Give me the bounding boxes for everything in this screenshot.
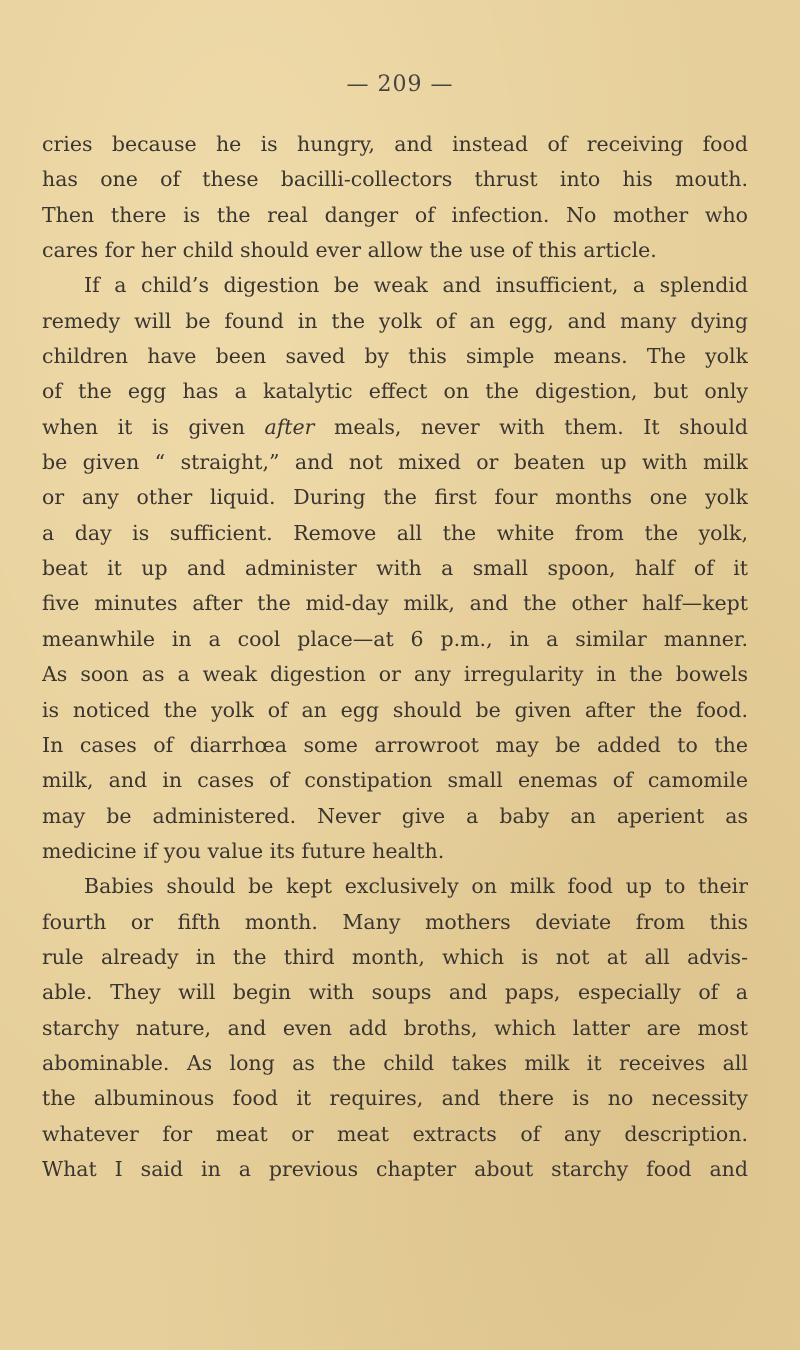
text-line: medicine if you value its future health. <box>42 838 445 863</box>
text-line: cries because he is hungry, and instead of receiving food <box>42 132 748 156</box>
text-line: or any other liquid. During the first four months one yolk <box>42 485 748 510</box>
text-line: remedy will be found in the yolk of an egg, and many dying <box>42 308 748 333</box>
text-line: What I said in a previous chapter about starchy food and <box>42 1156 748 1181</box>
text-line: be given “ straight,” and not mixed or beaten up with milk <box>42 450 748 475</box>
page-number: — 209 — <box>346 72 454 97</box>
text-line: starchy nature, and even add broths, which latter are most <box>42 1015 748 1040</box>
text-fragment: when it is given <box>42 414 265 439</box>
paragraph-start-line: Babies should be kept exclusively on milk food up to their <box>84 874 748 899</box>
text-line-with-emphasis <box>42 410 748 445</box>
text-line: able. They will begin with soups and paps, especially of a <box>42 980 748 1005</box>
text-line: a day is sufficient. Remove all the white from the yolk, <box>42 520 748 545</box>
text-line: whatever for meat or meat extracts of any description. <box>42 1121 748 1146</box>
text-line: rule already in the third month, which is not at all advis- <box>42 944 748 969</box>
text-line: children have been saved by this simple means. The yolk <box>42 344 748 369</box>
text-line: fourth or fifth month. Many mothers deviate from this <box>42 909 748 934</box>
text-line: milk, and in cases of constipation small enemas of camomile <box>42 768 748 793</box>
body-text <box>42 127 748 1187</box>
text-line: In cases of diarrhœa some arrowroot may be added to the <box>42 732 748 757</box>
text-line: is noticed the yolk of an egg should be given after the food. <box>42 697 748 722</box>
text-line: has one of these bacilli-collectors thrust into his mouth. <box>42 167 748 192</box>
text-line: As soon as a weak digestion or any irregularity in the bowels <box>42 662 748 687</box>
text-fragment: meals, never with them. It should <box>314 414 748 439</box>
text-line: abominable. As long as the child takes milk it receives all <box>42 1050 748 1075</box>
emphasized-word: after <box>264 414 315 439</box>
text-line: five minutes after the mid-day milk, and the other half—kept <box>42 591 748 616</box>
text-line: may be administered. Never give a baby an aperient as <box>42 803 748 828</box>
text-line: of the egg has a katalytic effect on the digestion, but only <box>42 379 748 404</box>
text-line: meanwhile in a cool place—at 6 p.m., in a similar manner. <box>42 626 748 651</box>
paragraph-start-line: If a child’s digestion be weak and insufficient, a splendid <box>84 273 748 298</box>
text-line: the albuminous food it requires, and there is no necessity <box>42 1086 748 1111</box>
text-line: Then there is the real danger of infection. No mother who <box>42 202 748 227</box>
text-line: cares for her child should ever allow the use of this article. <box>42 238 657 263</box>
text-line: beat it up and administer with a small spoon, half of it <box>42 556 748 581</box>
